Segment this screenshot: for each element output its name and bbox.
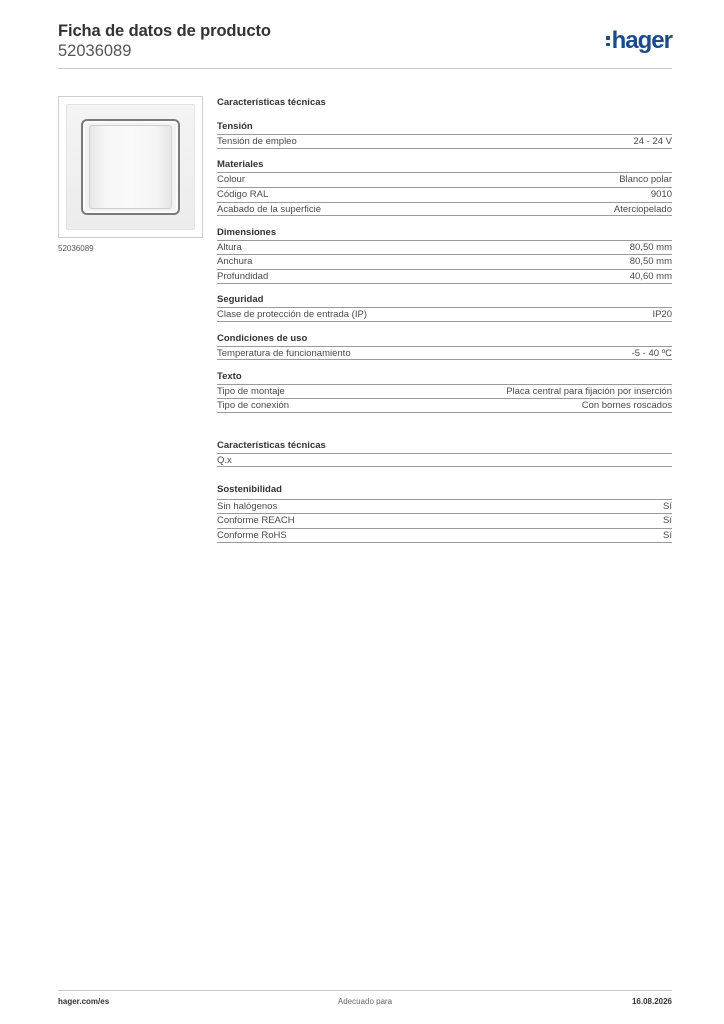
footer-date: 16.08.2026 [631,997,672,1006]
spec-row [217,134,672,149]
footer-suitable-for: Adecuado para [337,997,393,1006]
spec-label: Altura [217,241,242,253]
logo-text: hager [611,27,672,54]
spec-group-title: Condiciones de uso [217,332,308,344]
spec-label: Tensión de empleo [217,136,297,147]
spec-value: -5 - 40 ºC [631,347,672,359]
spec-value: Con bornes roscados [581,400,672,412]
product-image-caption: 52036089 [58,244,94,253]
spec-value: Sí [663,500,672,512]
spec-group-sustainability [217,483,672,543]
spec-group-materials [217,158,672,216]
document-title: Ficha de datos de producto [58,22,271,40]
footer-divider [58,990,672,991]
technical-characteristics-2 [217,439,672,468]
spec-row [217,254,672,269]
product-plate-illustration [66,104,195,230]
spec-label: Anchura [217,256,253,268]
spec-value: 40,60 mm [629,271,672,283]
spec-group-dimensions [217,226,672,284]
spec-label: Colour [217,174,245,186]
spec-value: Blanco polar [619,174,672,186]
spec-row [217,172,672,187]
product-code: 52036089 [58,42,132,60]
spec-label: Profundidad [217,271,269,283]
spec-row [217,346,672,361]
technical-characteristics-heading: Características técnicas [217,97,326,108]
spec-group-text [217,370,672,413]
spec-label: Conforme RoHS [217,530,287,542]
spec-label: Temperatura de funcionamiento [217,347,351,359]
spec-row [217,453,672,468]
spec-group-title: Texto [217,370,242,382]
spec-label: Código RAL [217,188,269,200]
spec-group-tension [217,120,672,149]
specifications-panel [217,96,672,552]
spec-label: Q.x [217,454,232,466]
spec-group-title: Características técnicas [217,439,326,451]
spec-value: 80,50 mm [629,241,672,253]
footer-website-link[interactable]: hager.com/es [58,997,110,1006]
spec-row [217,202,672,217]
spec-row [217,307,672,322]
spec-label: Tipo de montaje [217,385,285,397]
spec-group-title: Dimensiones [217,226,277,238]
spec-label: Conforme REACH [217,515,295,527]
page-footer [58,997,672,1009]
header-divider [58,68,672,69]
spec-row [217,187,672,202]
spec-value: Sí [663,530,672,542]
logo-dots-icon [606,36,610,46]
spec-value: 24 - 24 V [633,136,672,147]
spec-row [217,499,672,514]
product-image [58,96,203,238]
spec-value: IP20 [652,309,672,321]
spec-row [217,398,672,413]
page-header [58,21,672,71]
spec-row [217,240,672,255]
spec-value: Aterciopelado [613,203,672,215]
spec-group-conditions [217,332,672,361]
spec-group-title: Materiales [217,159,264,171]
spec-row [217,384,672,399]
spec-value: 80,50 mm [629,256,672,268]
hager-logo [606,27,672,55]
spec-label: Sin halógenos [217,500,278,512]
spec-row [217,513,672,528]
spec-group-title: Sostenibilidad [217,483,282,495]
spec-group-title: Seguridad [217,294,264,306]
spec-value: Sí [663,515,672,527]
spec-value: 9010 [650,188,672,200]
spec-label: Tipo de conexión [217,400,290,412]
spec-group-title: Tensión [217,121,253,132]
spec-value: Placa central para fijación por inserción [506,385,672,397]
spec-group-security [217,293,672,322]
spec-label: Acabado de la superficie [217,203,322,215]
spec-label: Clase de protección de entrada (IP) [217,309,367,321]
spec-row [217,269,672,284]
spec-row [217,528,672,543]
